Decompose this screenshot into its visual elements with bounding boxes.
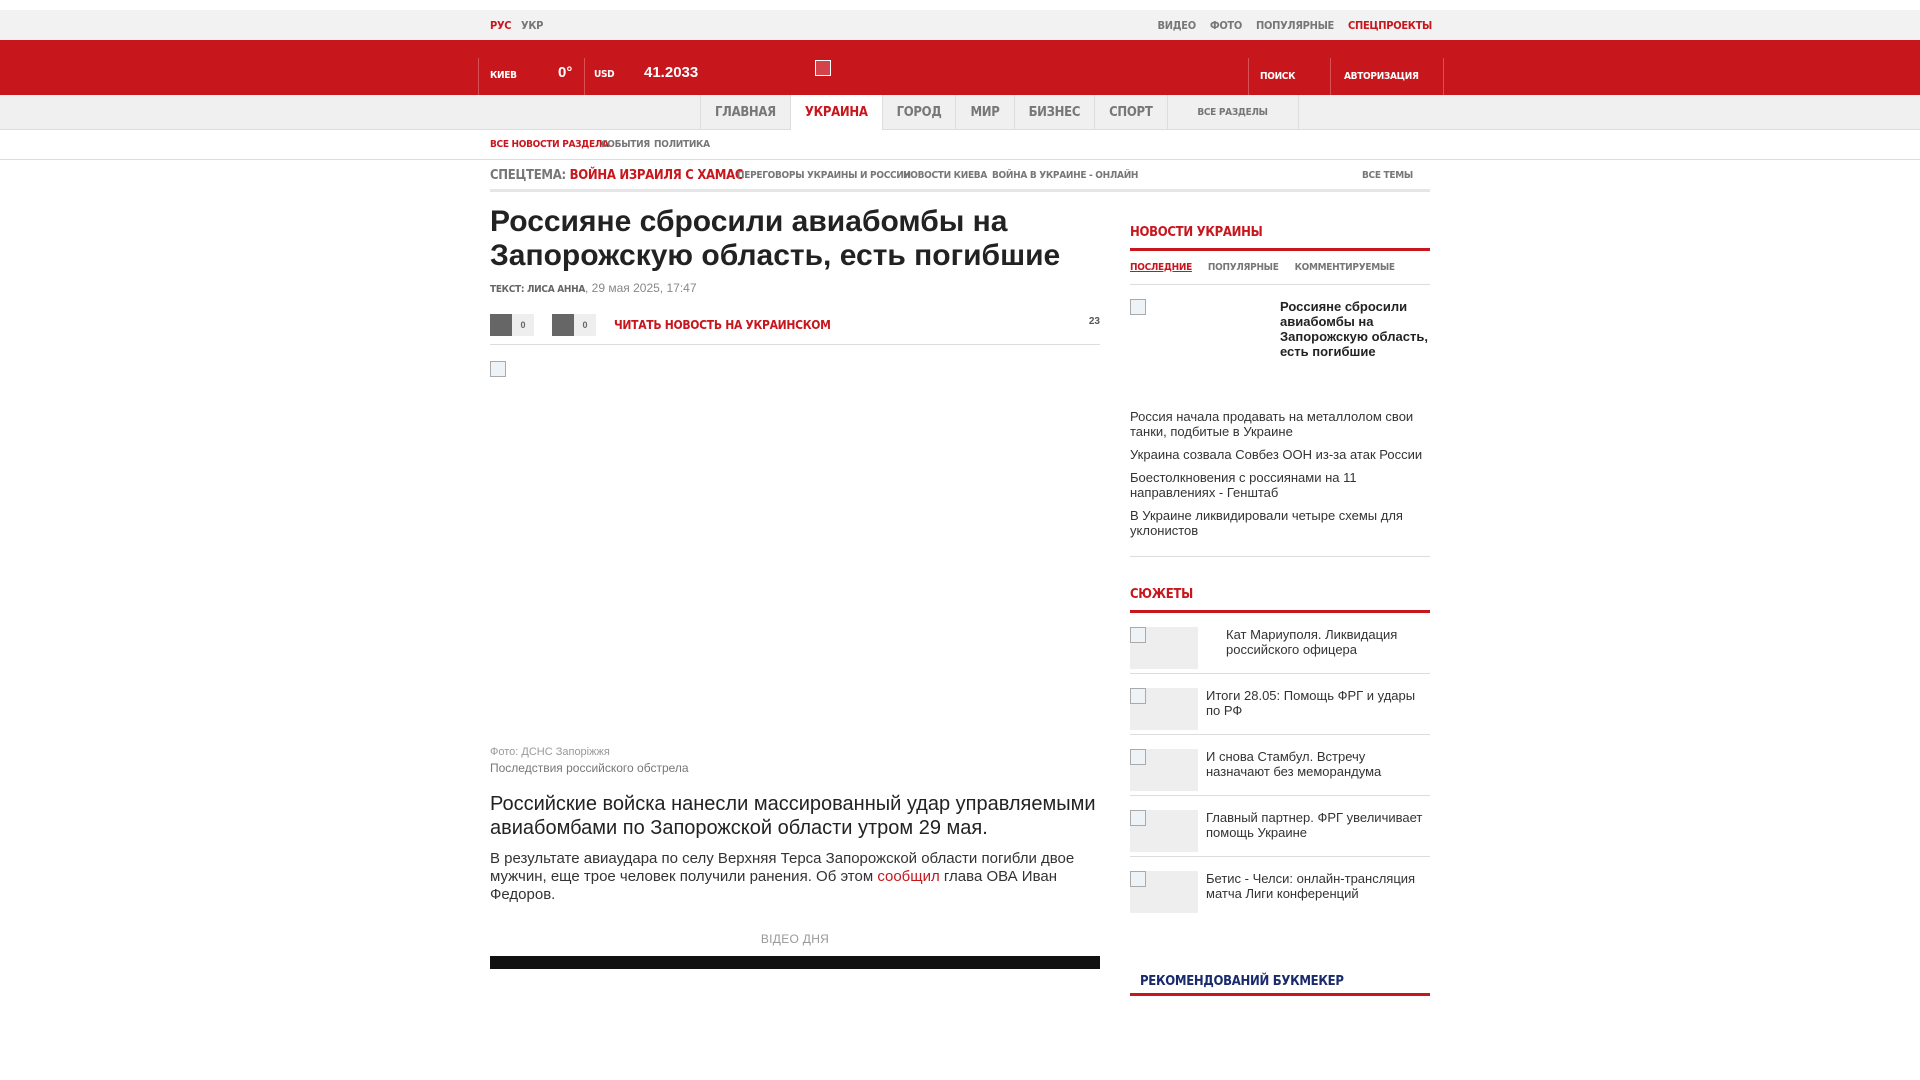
theme-link[interactable]: ПЕРЕГОВОРЫ УКРАИНЫ И РОССИИ — [737, 170, 911, 181]
news-item[interactable]: Россия начала продавать на металлолом свои танки, подбитые в Украине — [1130, 409, 1414, 439]
top-bar — [0, 10, 1920, 40]
photo-caption: Последствия российского обстрела — [490, 761, 689, 775]
main-nav — [0, 95, 1920, 130]
story-item[interactable] — [1130, 857, 1430, 918]
login-button[interactable]: АВТОРИЗАЦИЯ — [1344, 71, 1419, 82]
search-button[interactable]: ПОИСК — [1260, 71, 1296, 82]
sidebar — [1130, 205, 1430, 996]
subnav-events[interactable]: СОБЫТИЯ — [601, 139, 650, 150]
article-paragraph — [490, 850, 1100, 904]
stories-heading[interactable]: СЮЖЕТЫ — [1130, 567, 1430, 613]
exchange-rate: 41.2033 — [644, 64, 699, 81]
story-thumbnail — [1130, 627, 1198, 669]
header-divider — [1248, 58, 1249, 95]
recommended-bookmaker-heading: РЕКОМЕНДОВАНИЙ БУКМЕКЕР — [1130, 974, 1430, 996]
section-subnav — [0, 130, 1920, 160]
broken-image-icon — [1130, 627, 1146, 643]
theme-link[interactable]: ВОЙНА В УКРАИНЕ - ОНЛАЙН — [992, 170, 1139, 181]
theme-link[interactable]: НОВОСТИ КИЕВА — [903, 170, 988, 181]
story-thumbnail — [1130, 871, 1198, 913]
subnav-all-news[interactable]: ВСЕ НОВОСТИ РАЗДЕЛА — [490, 139, 609, 150]
author-link[interactable]: ТЕКСТ: ЛИСА АННА — [490, 284, 585, 295]
story-item[interactable] — [1130, 735, 1430, 796]
nav-sport[interactable]: СПОРТ — [1094, 95, 1166, 130]
story-title[interactable]: Главный партнер. ФРГ увеличивает помощь Украине — [1206, 810, 1423, 840]
broken-image-icon — [1130, 871, 1146, 887]
featured-news-title[interactable]: Россияне сбросили авиабомбы на Запорожскую область, есть погибшие — [1280, 299, 1428, 359]
story-item[interactable] — [1130, 613, 1430, 674]
story-title[interactable]: Бетис - Челси: онлайн-трансляция матча Лиги конференций — [1206, 871, 1416, 901]
story-item[interactable] — [1130, 674, 1430, 735]
special-projects-link[interactable]: СПЕЦПРОЕКТЫ — [1348, 19, 1432, 32]
special-theme-link[interactable]: ВОЙНА ИЗРАИЛЯ С ХАМАС — [569, 168, 744, 183]
nav-all-sections[interactable]: ВСЕ РАЗДЕЛЫ — [1167, 95, 1299, 130]
ukraine-news-heading[interactable]: НОВОСТИ УКРАИНЫ — [1130, 205, 1430, 251]
paragraph-text: В результате авиаудара по селу Верхняя Терса Запорожской области погибли двое мужчин, еще трое человек получили ранения. Об этом — [490, 850, 1075, 885]
subnav-politics[interactable]: ПОЛИТИКА — [654, 139, 710, 150]
top-links — [1158, 19, 1433, 32]
paragraph-text: глава ОВА Иван Федоров. — [490, 868, 1058, 903]
news-item[interactable]: В Украине ликвидировали четыре схемы для уклонистов — [1130, 508, 1403, 538]
story-title[interactable]: И снова Стамбул. Встречу назначают без меморандума — [1206, 749, 1382, 779]
special-themes — [490, 160, 1430, 192]
story-title[interactable]: Итоги 28.05: Помощь ФРГ и удары по РФ — [1206, 688, 1416, 718]
share-count: 0 — [574, 314, 596, 336]
article-lead: Российские войска нанесли массированный удар управляемыми авиабомбами по Запорожской области утром 29 мая. — [490, 793, 1096, 839]
nav-world[interactable]: МИР — [955, 95, 1013, 130]
header-divider — [478, 58, 479, 95]
video-player[interactable] — [490, 956, 1100, 969]
city-label[interactable]: КИЕВ — [490, 70, 517, 81]
site-logo[interactable] — [815, 60, 831, 76]
source-link[interactable]: сообщил — [877, 868, 940, 885]
news-item[interactable]: Боестолкновения с россиянами на 11 направлениях - Генштаб — [1130, 470, 1357, 500]
broken-image-icon — [1130, 299, 1146, 315]
news-item[interactable]: Украина созвала Совбез ООН из-за атак России — [1130, 447, 1423, 462]
broken-image-icon — [1130, 810, 1146, 826]
photo-link[interactable]: ФОТО — [1209, 19, 1242, 32]
article-tools — [490, 295, 1100, 345]
news-list — [1130, 409, 1430, 557]
read-in-ukrainian-link[interactable]: ЧИТАТЬ НОВОСТЬ НА УКРАИНСКОМ — [614, 318, 831, 332]
article — [490, 205, 1100, 969]
facebook-share-icon[interactable] — [490, 314, 512, 336]
special-theme-caption: СПЕЦТЕМА: — [490, 168, 566, 183]
nav-city[interactable]: ГОРОД — [882, 95, 956, 130]
tab-popular[interactable]: ПОПУЛЯРНЫЕ — [1207, 262, 1279, 273]
broken-image-icon — [1130, 749, 1146, 765]
header-divider — [584, 58, 585, 95]
video-of-day-label: ВІДЕО ДНЯ — [760, 932, 830, 946]
temperature: 0° — [558, 64, 573, 81]
photo-credit: Фото: ДСНС Запоріжжя — [490, 746, 610, 758]
video-link[interactable]: ВИДЕО — [1157, 19, 1196, 32]
article-photo — [490, 361, 1100, 746]
nav-ukraine[interactable]: УКРАИНА — [790, 95, 882, 130]
header-divider — [1330, 58, 1331, 95]
currency-label: USD — [594, 69, 615, 80]
views-count: 23 — [1088, 316, 1100, 327]
lang-ua-link[interactable]: УКР — [521, 19, 544, 32]
story-title[interactable]: Кат Мариуполя. Ликвидация российского офицера — [1226, 627, 1398, 657]
news-tabs — [1130, 251, 1430, 285]
stories-list — [1130, 613, 1430, 918]
popular-link[interactable]: ПОПУЛЯРНЫЕ — [1256, 19, 1334, 32]
story-thumbnail — [1130, 810, 1198, 852]
broken-image-icon — [1130, 688, 1146, 704]
tab-latest[interactable]: ПОСЛЕДНИЕ — [1130, 262, 1192, 273]
special-theme-label — [490, 168, 743, 183]
article-title: Россияне сбросили авиабомбы на Запорожскую область, есть погибшие — [490, 205, 1061, 272]
header-divider — [1443, 58, 1444, 95]
story-thumbnail — [1130, 749, 1198, 791]
tab-commented[interactable]: КОММЕНТИРУЕМЫЕ — [1294, 262, 1395, 273]
lang-ru-link[interactable]: РУС — [490, 19, 512, 32]
byline — [490, 281, 1100, 295]
nav-business[interactable]: БИЗНЕС — [1014, 95, 1095, 130]
publish-date: , 29 мая 2025, 17:47 — [585, 281, 697, 295]
telegram-share-icon[interactable] — [552, 314, 574, 336]
header — [0, 40, 1920, 95]
share-count: 0 — [512, 314, 534, 336]
broken-image-icon — [490, 361, 506, 377]
story-item[interactable] — [1130, 796, 1430, 857]
nav-main[interactable]: ГЛАВНАЯ — [700, 95, 790, 130]
featured-news[interactable] — [1130, 299, 1430, 409]
all-themes-link[interactable]: ВСЕ ТЕМЫ — [1362, 170, 1413, 181]
story-thumbnail — [1130, 688, 1198, 730]
